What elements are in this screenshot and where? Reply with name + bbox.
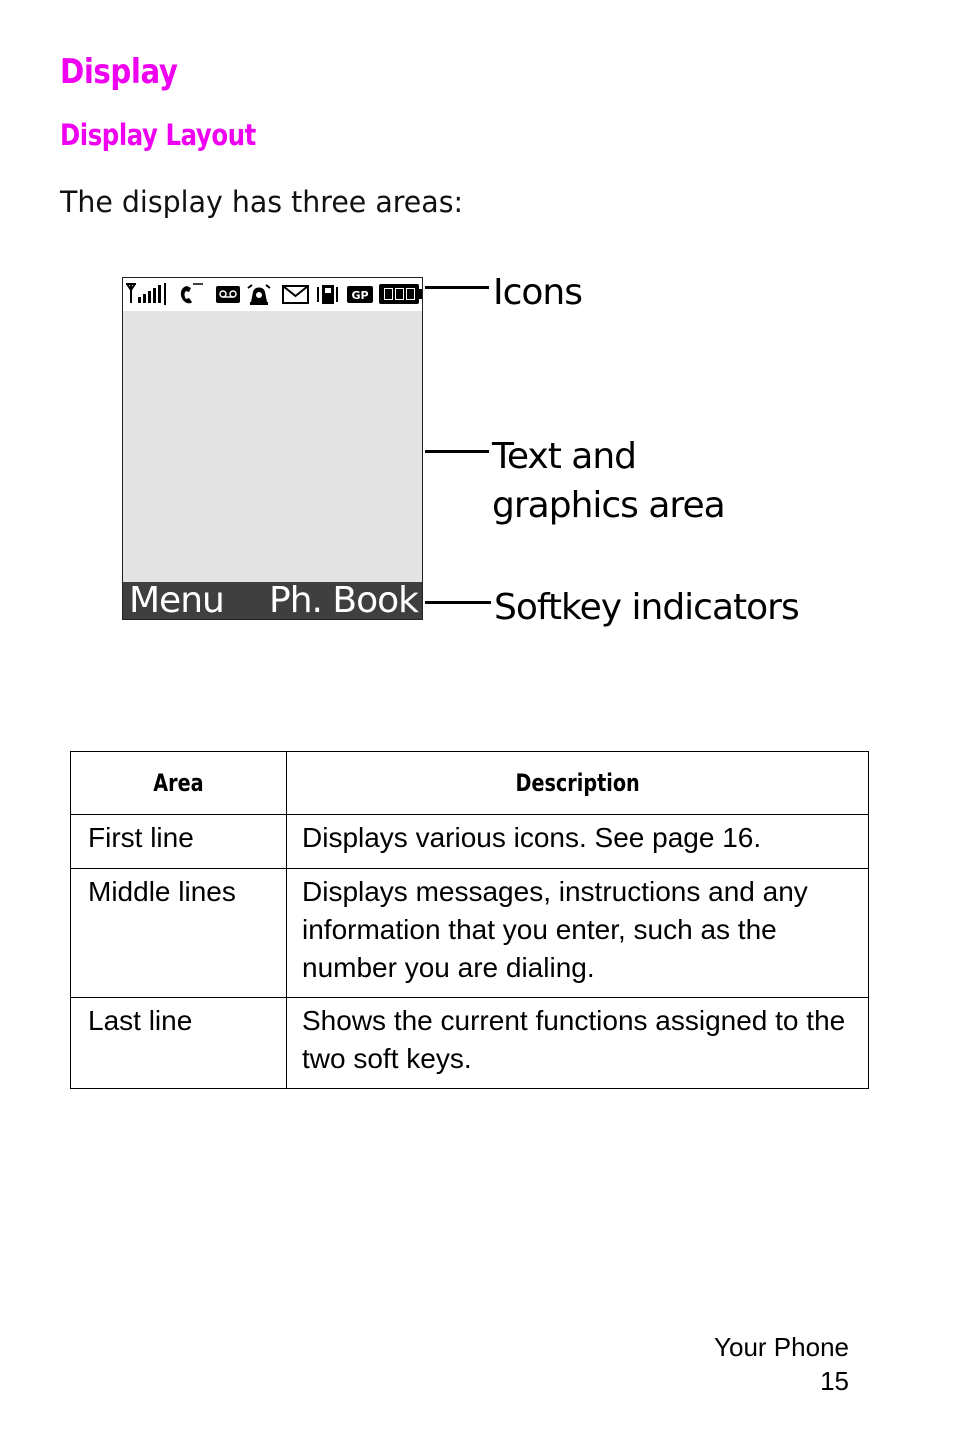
signal-strength-icon	[126, 283, 166, 305]
battery-icon	[379, 284, 422, 304]
table-cell-area: Last line	[71, 998, 287, 1089]
softkey-bar	[123, 582, 422, 619]
table-cell-description: Shows the current functions assigned to the two soft keys.	[287, 998, 869, 1089]
intro-text: The display has three areas:	[60, 185, 464, 219]
display-areas-table	[70, 751, 869, 1089]
page-number: 15	[820, 1366, 849, 1396]
message-icon	[283, 286, 308, 303]
footer-section-name: Your Phone	[714, 1332, 849, 1362]
text-area-callout-line	[425, 450, 489, 453]
table-row	[71, 998, 869, 1089]
icon-status-bar	[123, 278, 422, 311]
page-footer	[714, 1330, 849, 1398]
softkey-callout-label: Softkey indicators	[494, 587, 799, 628]
table-row	[71, 869, 869, 998]
softkey-right-label: Ph. Book	[268, 580, 418, 621]
phone-display-illustration	[122, 277, 423, 620]
softkey-callout-line	[425, 601, 491, 604]
text-area-callout-label-2: graphics area	[492, 485, 725, 526]
icons-callout-label: Icons	[493, 272, 583, 313]
section-title: Display Layout	[60, 118, 256, 152]
column-header-description: Description	[287, 752, 869, 815]
alarm-icon	[248, 285, 270, 305]
svg-text:GP: GP	[351, 289, 369, 302]
text-area-callout-label-1: Text and	[492, 436, 636, 477]
table-row	[71, 815, 869, 869]
call-icon	[181, 284, 203, 303]
table-cell-description: Displays messages, instructions and any information that you enter, such as the number you are dialing.	[287, 869, 869, 998]
vibration-icon	[318, 285, 337, 304]
table-cell-description: Displays various icons. See page 16.	[287, 815, 869, 869]
table-cell-area: First line	[71, 815, 287, 869]
page-title: Display	[60, 52, 178, 92]
column-header-area: Area	[71, 752, 287, 815]
softkey-left-label: Menu	[129, 580, 224, 621]
voicemail-icon	[216, 286, 240, 303]
table-cell-area: Middle lines	[71, 869, 287, 998]
table-header-row	[71, 752, 869, 815]
icons-callout-line	[425, 286, 489, 289]
gprs-icon	[347, 286, 373, 303]
